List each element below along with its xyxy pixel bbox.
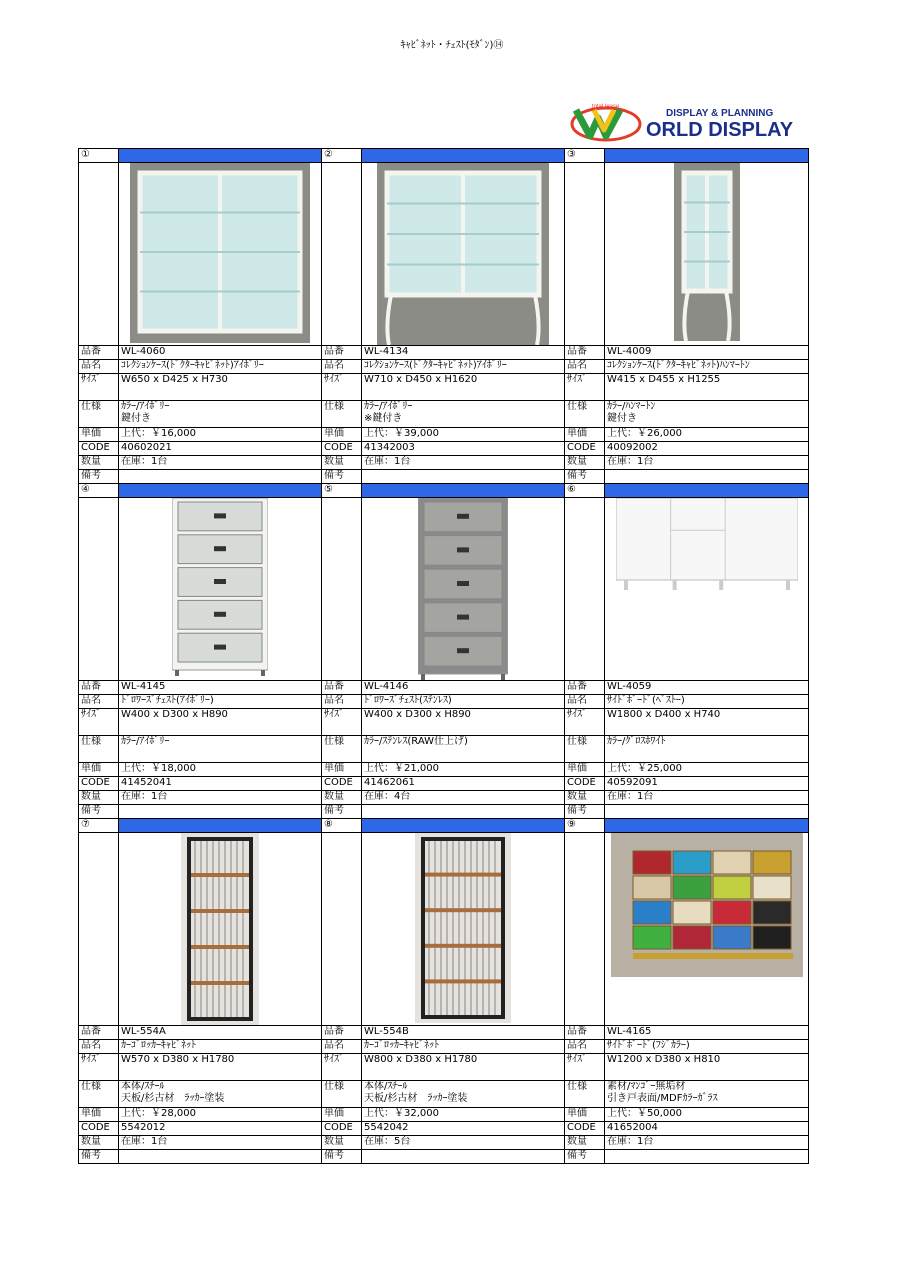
value-price: 上代：￥32,000 <box>362 1108 565 1122</box>
value-code: 40092002 <box>605 442 809 456</box>
value-price: 上代：￥28,000 <box>119 1108 322 1122</box>
label-note: 備考 <box>322 1150 362 1164</box>
label-spec: 仕様 <box>565 401 605 428</box>
value-name: ｺﾚｸｼｮﾝｹｰｽ(ﾄﾞｸﾀｰｷｬﾋﾞﾈｯﾄ)ﾊﾝﾏｰﾄﾝ <box>605 360 809 374</box>
spec-line-2: 鍵付き <box>607 413 637 424</box>
value-code: 40592091 <box>605 777 809 791</box>
label-qty: 数量 <box>565 456 605 470</box>
label-spec: 仕様 <box>565 736 605 763</box>
product-photo <box>377 163 549 345</box>
spec-line-1: ｶﾗｰ/ｸﾞﾛｽﾎﾜｲﾄ <box>607 736 666 747</box>
product-number: ⑦ <box>79 819 119 833</box>
value-code-no: WL-4146 <box>362 681 565 695</box>
value-note <box>362 470 565 484</box>
product-number: ① <box>79 149 119 163</box>
logo-tagline: total lease <box>592 104 620 110</box>
value-name: ｺﾚｸｼｮﾝｹｰｽ(ﾄﾞｸﾀｰｷｬﾋﾞﾈｯﾄ)ｱｲﾎﾞﾘｰ <box>362 360 565 374</box>
page-title: ｷｬﾋﾞﾈｯﾄ・ﾁｪｽﾄ(ﾓﾀﾞﾝ)⑭ <box>400 40 504 51</box>
label-price: 単価 <box>79 428 119 442</box>
spec-line-1: 素材/ﾏﾝｺﾞｰ無垢材 <box>607 1081 686 1092</box>
value-code-no: WL-4145 <box>119 681 322 695</box>
image-spacer <box>565 498 605 681</box>
product-image <box>119 833 322 1026</box>
value-code-no: WL-4165 <box>605 1026 809 1040</box>
value-qty: 在庫：1台 <box>119 791 322 805</box>
value-spec <box>605 1081 809 1108</box>
spec-line-2: 天板/杉古材 ﾗｯｶｰ塗装 <box>364 1093 468 1104</box>
value-code-no: WL-4060 <box>119 346 322 360</box>
value-price: 上代：￥50,000 <box>605 1108 809 1122</box>
value-size: W570 x D380 x H1780 <box>119 1054 322 1081</box>
value-qty: 在庫：1台 <box>362 456 565 470</box>
label-size: ｻｲｽﾞ <box>565 374 605 401</box>
label-price: 単価 <box>322 763 362 777</box>
value-note <box>119 1150 322 1164</box>
value-code: 41462061 <box>362 777 565 791</box>
value-name: ﾄﾞﾛﾜｰｽﾞﾁｪｽﾄ(ｱｲﾎﾞﾘｰ) <box>119 695 322 709</box>
value-size: W650 x D425 x H730 <box>119 374 322 401</box>
label-size: ｻｲｽﾞ <box>565 709 605 736</box>
label-price: 単価 <box>565 763 605 777</box>
value-size: W400 x D300 x H890 <box>362 709 565 736</box>
value-size: W1800 x D400 x H740 <box>605 709 809 736</box>
label-price: 単価 <box>565 428 605 442</box>
label-spec: 仕様 <box>79 401 119 428</box>
product-number: ③ <box>565 149 605 163</box>
label-spec: 仕様 <box>79 1081 119 1108</box>
value-note <box>119 470 322 484</box>
image-spacer <box>322 498 362 681</box>
product-header-bar <box>605 484 809 498</box>
logo-line-1: DISPLAY & PLANNING <box>666 108 774 119</box>
value-qty: 在庫：1台 <box>605 1136 809 1150</box>
value-price: 上代：￥39,000 <box>362 428 565 442</box>
product-photo <box>130 163 310 343</box>
label-size: ｻｲｽﾞ <box>322 1054 362 1081</box>
value-spec <box>362 401 565 428</box>
value-qty: 在庫：1台 <box>119 1136 322 1150</box>
label-name: 品名 <box>79 1040 119 1054</box>
label-name: 品名 <box>79 360 119 374</box>
value-code-no: WL-554B <box>362 1026 565 1040</box>
label-code: CODE <box>565 777 605 791</box>
product-header-bar <box>119 819 322 833</box>
value-spec <box>119 401 322 428</box>
image-spacer <box>79 163 119 346</box>
label-note: 備考 <box>79 805 119 819</box>
label-qty: 数量 <box>565 791 605 805</box>
label-code-no: 品番 <box>322 346 362 360</box>
label-code-no: 品番 <box>79 681 119 695</box>
value-spec <box>119 736 322 763</box>
label-qty: 数量 <box>322 791 362 805</box>
image-spacer <box>322 833 362 1026</box>
value-code: 40602021 <box>119 442 322 456</box>
logo-line-2: ORLD DISPLAY <box>646 119 794 141</box>
label-size: ｻｲｽﾞ <box>79 374 119 401</box>
label-name: 品名 <box>322 360 362 374</box>
label-spec: 仕様 <box>322 1081 362 1108</box>
label-spec: 仕様 <box>322 736 362 763</box>
value-note <box>362 805 565 819</box>
product-header-bar <box>362 149 565 163</box>
value-spec <box>119 1081 322 1108</box>
value-code-no: WL-554A <box>119 1026 322 1040</box>
product-photo <box>611 833 803 977</box>
value-size: W415 x D455 x H1255 <box>605 374 809 401</box>
label-code: CODE <box>322 777 362 791</box>
value-price: 上代：￥26,000 <box>605 428 809 442</box>
value-qty: 在庫：5台 <box>362 1136 565 1150</box>
product-image <box>605 163 809 346</box>
label-spec: 仕様 <box>322 401 362 428</box>
spec-line-2: 鍵付き <box>121 413 151 424</box>
value-note <box>119 805 322 819</box>
value-spec <box>605 736 809 763</box>
label-note: 備考 <box>79 1150 119 1164</box>
label-code: CODE <box>79 442 119 456</box>
product-photo <box>181 833 259 1025</box>
value-spec <box>362 736 565 763</box>
product-number: ⑧ <box>322 819 362 833</box>
value-note <box>605 805 809 819</box>
label-qty: 数量 <box>79 456 119 470</box>
label-qty: 数量 <box>322 456 362 470</box>
value-price: 上代：￥16,000 <box>119 428 322 442</box>
product-header-bar <box>119 484 322 498</box>
product-photo <box>418 498 508 680</box>
product-image <box>362 163 565 346</box>
value-code: 41342003 <box>362 442 565 456</box>
product-header-bar <box>119 149 322 163</box>
product-header-bar <box>362 819 565 833</box>
spec-line-1: 本体/ｽﾁｰﾙ <box>364 1081 408 1092</box>
product-image <box>119 498 322 681</box>
product-number: ④ <box>79 484 119 498</box>
image-spacer <box>79 833 119 1026</box>
product-image <box>362 833 565 1026</box>
value-code-no: WL-4059 <box>605 681 809 695</box>
label-qty: 数量 <box>79 791 119 805</box>
label-code: CODE <box>79 777 119 791</box>
label-note: 備考 <box>322 805 362 819</box>
value-price: 上代：￥21,000 <box>362 763 565 777</box>
label-note: 備考 <box>322 470 362 484</box>
label-name: 品名 <box>565 1040 605 1054</box>
product-number: ⑨ <box>565 819 605 833</box>
label-note: 備考 <box>565 1150 605 1164</box>
label-name: 品名 <box>322 695 362 709</box>
image-spacer <box>565 163 605 346</box>
label-name: 品名 <box>322 1040 362 1054</box>
label-spec: 仕様 <box>565 1081 605 1108</box>
label-code-no: 品番 <box>322 681 362 695</box>
label-code: CODE <box>322 1122 362 1136</box>
value-size: W400 x D300 x H890 <box>119 709 322 736</box>
product-table <box>78 148 809 1164</box>
value-code: 41452041 <box>119 777 322 791</box>
value-note <box>605 470 809 484</box>
product-photo <box>415 833 511 1023</box>
label-size: ｻｲｽﾞ <box>79 1054 119 1081</box>
label-spec: 仕様 <box>79 736 119 763</box>
label-price: 単価 <box>79 763 119 777</box>
spec-line-2: ※鍵付き <box>364 413 403 424</box>
value-size: W710 x D450 x H1620 <box>362 374 565 401</box>
value-spec <box>605 401 809 428</box>
product-image <box>605 498 809 681</box>
product-number: ② <box>322 149 362 163</box>
product-image <box>119 163 322 346</box>
value-note <box>605 1150 809 1164</box>
product-photo <box>674 163 740 341</box>
value-code-no: WL-4134 <box>362 346 565 360</box>
spec-line-1: ｶﾗｰ/ｱｲﾎﾞﾘｰ <box>364 401 413 412</box>
label-qty: 数量 <box>322 1136 362 1150</box>
value-name: ｻｲﾄﾞﾎﾞｰﾄﾞ(ﾌｼﾞｶﾗｰ) <box>605 1040 809 1054</box>
label-name: 品名 <box>79 695 119 709</box>
label-qty: 数量 <box>79 1136 119 1150</box>
label-size: ｻｲｽﾞ <box>322 709 362 736</box>
image-spacer <box>322 163 362 346</box>
label-code-no: 品番 <box>79 346 119 360</box>
spec-line-1: ｶﾗｰ/ﾊﾝﾏｰﾄﾝ <box>607 401 656 412</box>
spec-line-1: 本体/ｽﾁｰﾙ <box>121 1081 165 1092</box>
label-name: 品名 <box>565 695 605 709</box>
label-code: CODE <box>565 442 605 456</box>
label-code: CODE <box>322 442 362 456</box>
spec-line-1: ｶﾗｰ/ｽﾃﾝﾚｽ(RAW仕上げ) <box>364 736 468 747</box>
label-note: 備考 <box>565 470 605 484</box>
value-code: 41652004 <box>605 1122 809 1136</box>
label-size: ｻｲｽﾞ <box>565 1054 605 1081</box>
label-size: ｻｲｽﾞ <box>79 709 119 736</box>
value-qty: 在庫：1台 <box>605 791 809 805</box>
spec-line-1: ｶﾗｰ/ｱｲﾎﾞﾘｰ <box>121 401 170 412</box>
label-note: 備考 <box>79 470 119 484</box>
label-code: CODE <box>565 1122 605 1136</box>
product-header-bar <box>605 149 809 163</box>
value-name: ｺﾚｸｼｮﾝｹｰｽ(ﾄﾞｸﾀｰｷｬﾋﾞﾈｯﾄ)ｱｲﾎﾞﾘｰ <box>119 360 322 374</box>
product-photo <box>616 498 798 590</box>
label-code-no: 品番 <box>322 1026 362 1040</box>
value-name: ﾄﾞﾛﾜｰｽﾞﾁｪｽﾄ(ｽﾃﾝﾚｽ) <box>362 695 565 709</box>
value-size: W800 x D380 x H1780 <box>362 1054 565 1081</box>
image-spacer <box>79 498 119 681</box>
value-code: 5542012 <box>119 1122 322 1136</box>
value-name: ｶｰｺﾞﾛｯｶｰｷｬﾋﾞﾈｯﾄ <box>119 1040 322 1054</box>
label-price: 単価 <box>322 428 362 442</box>
value-note <box>362 1150 565 1164</box>
label-code-no: 品番 <box>565 1026 605 1040</box>
product-header-bar <box>605 819 809 833</box>
value-qty: 在庫：4台 <box>362 791 565 805</box>
label-code-no: 品番 <box>79 1026 119 1040</box>
product-number: ⑥ <box>565 484 605 498</box>
label-price: 単価 <box>79 1108 119 1122</box>
label-note: 備考 <box>565 805 605 819</box>
label-price: 単価 <box>565 1108 605 1122</box>
label-size: ｻｲｽﾞ <box>322 374 362 401</box>
label-code-no: 品番 <box>565 346 605 360</box>
value-name: ｶｰｺﾞﾛｯｶｰｷｬﾋﾞﾈｯﾄ <box>362 1040 565 1054</box>
label-qty: 数量 <box>565 1136 605 1150</box>
world-display-logo <box>570 100 795 142</box>
value-code: 5542042 <box>362 1122 565 1136</box>
product-header-bar <box>362 484 565 498</box>
label-name: 品名 <box>565 360 605 374</box>
product-photo <box>172 498 268 676</box>
value-qty: 在庫：1台 <box>605 456 809 470</box>
image-spacer <box>565 833 605 1026</box>
value-price: 上代：￥25,000 <box>605 763 809 777</box>
value-qty: 在庫：1台 <box>119 456 322 470</box>
label-price: 単価 <box>322 1108 362 1122</box>
value-code-no: WL-4009 <box>605 346 809 360</box>
spec-line-2: 天板/杉古材 ﾗｯｶｰ塗装 <box>121 1093 225 1104</box>
label-code: CODE <box>79 1122 119 1136</box>
product-image <box>605 833 809 1026</box>
value-name: ｻｲﾄﾞﾎﾞｰﾄﾞ(ﾍﾞｽﾄｰ) <box>605 695 809 709</box>
value-spec <box>362 1081 565 1108</box>
spec-line-1: ｶﾗｰ/ｱｲﾎﾞﾘｰ <box>121 736 170 747</box>
value-size: W1200 x D380 x H810 <box>605 1054 809 1081</box>
value-price: 上代：￥18,000 <box>119 763 322 777</box>
product-number: ⑤ <box>322 484 362 498</box>
label-code-no: 品番 <box>565 681 605 695</box>
spec-line-2: 引き戸表面/MDFｶﾗｰｶﾞﾗｽ <box>607 1093 718 1104</box>
product-image <box>362 498 565 681</box>
